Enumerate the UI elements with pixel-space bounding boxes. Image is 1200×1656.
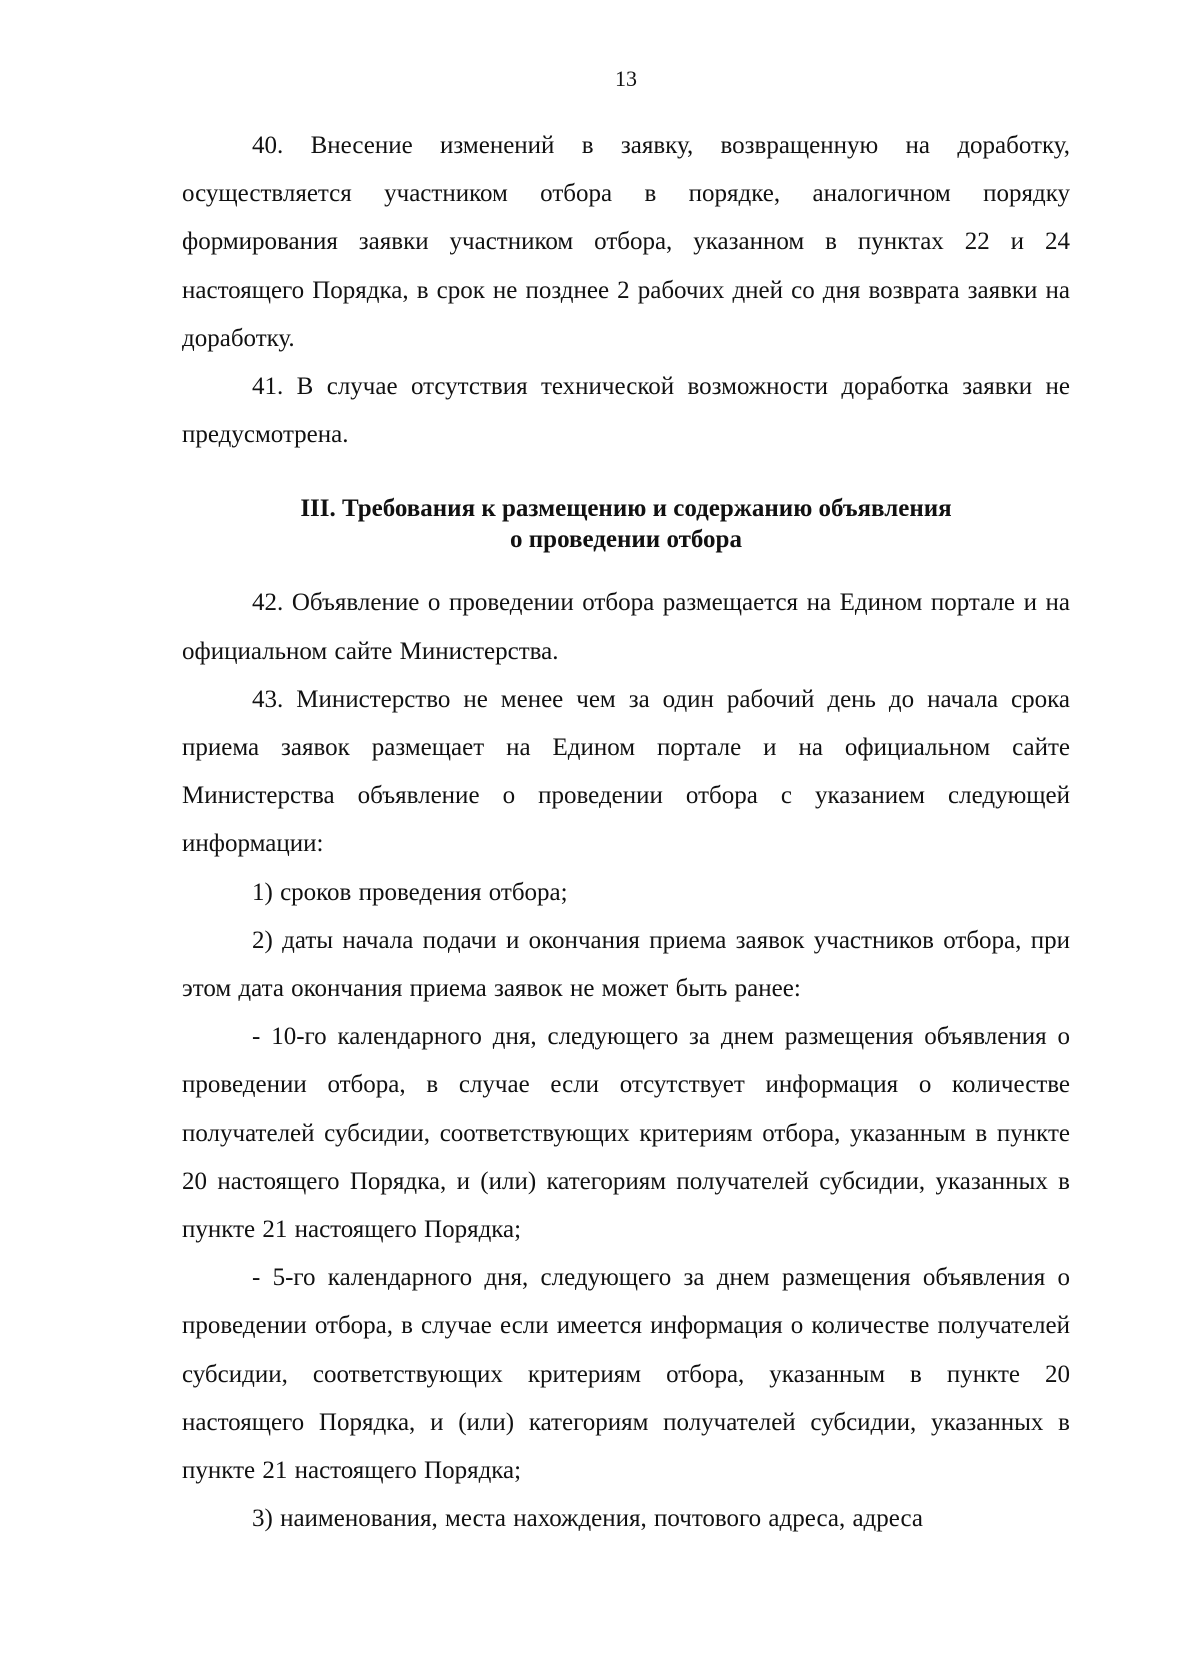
section-heading-line-2: о проведении отбора xyxy=(510,526,742,554)
list-item-2: 2) даты начала подачи и окончания приема заявок участников отбора, при этом дата окончания приема заявок не может быть ранее: xyxy=(182,926,1070,1003)
list-subitem-5th-day: - 5-го календарного дня, следующего за днем размещения объявления о проведении отбора, в случае если имеется информация о количестве получателей субсидии, соответствующих критериям отбора, указанным в пункте 20 настоящего Порядка, и (или) категориям получателей субсидии, указанных в пункте 21 настоящего Порядка; xyxy=(182,1264,1070,1485)
document-body xyxy=(182,122,1070,1543)
list-subitem-10th-day: - 10-го календарного дня, следующего за днем размещения объявления о проведении отбора, в случае если отсутствует информация о количестве получателей субсидии, соответствующих критериям отбора, указанным в пункте 20 настоящего Порядка, и (или) категориям получателей субсидии, указанных в пункте 21 настоящего Порядка; xyxy=(182,1023,1070,1244)
paragraph-43: 43. Министерство не менее чем за один рабочий день до начала срока приема заявок размещает на Едином портале и на официальном сайте Министерства объявление о проведении отбора с указанием следующей информации: xyxy=(182,685,1070,858)
paragraph-42: 42. Объявление о проведении отбора размещается на Едином портале и на официальном сайте Министерства. xyxy=(182,589,1070,665)
paragraph-41: 41. В случае отсутствия технической возможности доработка заявки не предусмотрена. xyxy=(182,373,1070,449)
section-heading xyxy=(182,493,1070,555)
list-item-3: 3) наименования, места нахождения, почтового адреса, адреса xyxy=(252,1505,923,1533)
list-item-1: 1) сроков проведения отбора; xyxy=(252,878,568,906)
section-heading-line-1: III. Требования к размещению и содержанию объявления xyxy=(300,495,952,523)
paragraph-40: 40. Внесение изменений в заявку, возвращенную на доработку, осуществляется участником отбора в порядке, аналогичном порядку формирования заявки участником отбора, указанном в пунктах 22 и 24 настоящего Порядка, в срок не позднее 2 рабочих дней со дня возврата заявки на доработку. xyxy=(182,132,1070,352)
page-number: 13 xyxy=(615,66,637,91)
